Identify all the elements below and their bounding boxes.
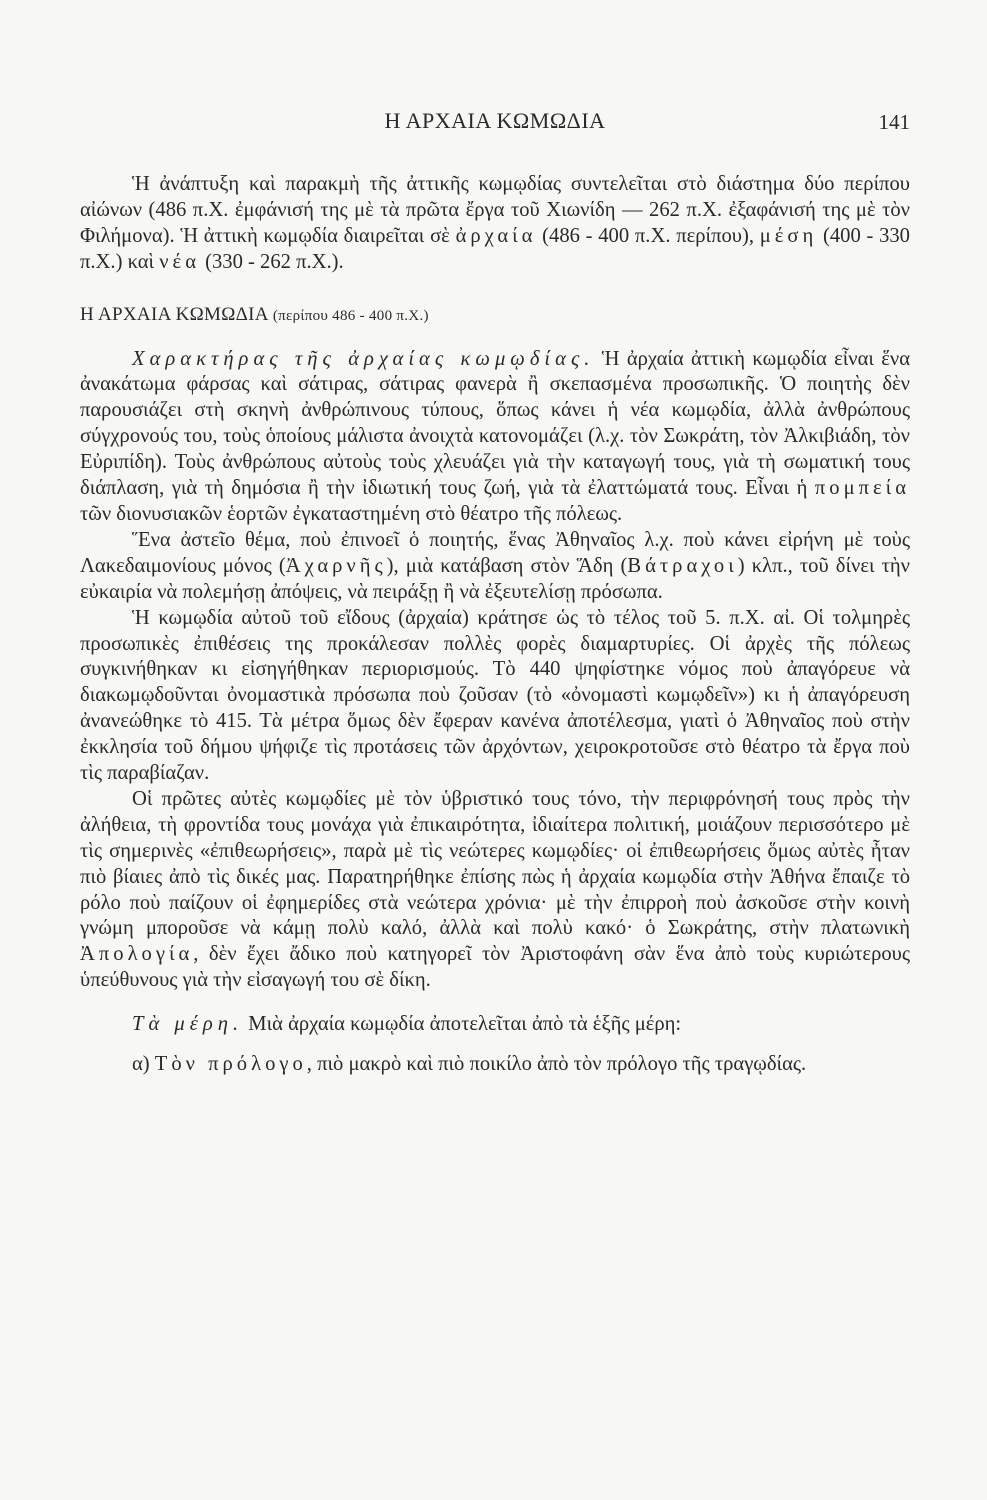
emphasis-prologue: Τὸν πρόλογο bbox=[154, 1053, 307, 1076]
emphasis-mesi: μέση bbox=[759, 224, 818, 247]
running-title: Η ΑΡΧΑΙΑ ΚΩΜΩΔΙΑ bbox=[384, 108, 606, 133]
text-body bbox=[80, 172, 910, 1078]
parts-paragraph: Τὰ μέρη. Μιὰ ἀρχαία κωμῳδία ἀποτελεῖται ἀπὸ τὰ ἑξῆς μέρη: bbox=[132, 1013, 682, 1036]
running-head bbox=[80, 108, 910, 142]
section-subtitle: (περίπου 486 - 400 π.Χ.) bbox=[272, 307, 429, 324]
character-paragraph: Χαρακτήρας τῆς ἀρχαίας κωμῳδίας. Ἡ ἀρχαία ἀττικὴ κωμῳδία εἶναι ἕνα ἀνακάτωμα φάρσας καὶ σάτιρας, σάτιρας φανερὰ ἢ σκεπασμένα προσωπικῆς. Ὁ ποιητὴς δὲν παρουσιάζει στὴ σκηνὴ ἀνθρώπινους τύπους, ὅπως κάνει ἡ νέα κωμῳδία, ἀλλὰ ἀνθρώπους σύγχρονούς του, τοὺς ὁποίους μάλιστα ἀνοιχτὰ κατονομάζει (λ.χ. τὸν Σωκράτη, τὸν Ἀλκιβιάδη, τὸν Εὐριπίδη). Τοὺς ἀνθρώπους αὐτοὺς τοὺς χλευάζει γιὰ τὴν καταγωγή τους, γιὰ τὴ σωματική τους διάπλαση, γιὰ τὴ δημόσια ἢ τὴν ἰδιωτική τους ζωή, γιὰ τὰ ἐλαττώματά τους. Εἶναι ἡ πομπεία τῶν διονυσιακῶν ἑορτῶν ἐγκαταστημένη στὸ θέατρο τῆς πόλεως. bbox=[80, 347, 910, 525]
comparison-paragraph: Οἱ πρῶτες αὐτὲς κωμῳδίες μὲ τὸν ὑβριστικό τους τόνο, τὴν περιφρόνησή τους πρὸς τὴν ἀλήθεια, τὴ φροντίδα τους μονάχα γιὰ ἐπικαιρότητα, ἰδιαίτερα πολιτική, μοιάζουν περισσότερο μὲ τὶς σημερινὲς «ἐπιθεωρήσεις», παρὰ μὲ τὶς νεώτερες κωμῳδίες· οἱ ἐπιθεωρήσεις ὅμως αὐτὲς ἦταν πιὸ βίαιες ἀπὸ τὶς δικές μας. Παρατηρήθηκε ἐπίσης πὼς ἡ ἀρχαία κωμῳδία στὴν Ἀθήνα ἔπαιζε τὸ ρόλο ποὺ παίζουν οἱ ἐφημερίδες στὰ νεώτερα χρόνια· μὲ τὴν ἐπιρροὴ ποὺ ἀσκοῦσε στὴν κοινὴ γνώμη μποροῦσε νὰ κάμῃ πολὺ καλό, ἀλλὰ καὶ πολὺ κακό· ὁ Σωκράτης, στὴν πλατωνικὴ Ἀπολογία, δὲν ἔχει ἄδικο ποὺ κατηγορεῖ τὸν Ἀριστοφάνη σὰν ἕνα ἀπὸ τοὺς κυριώτερους ὑπεύθυνους γιὰ τὴν εἰσαγωγή του σὲ δίκη. bbox=[80, 787, 910, 992]
play-title-frogs: Βάτραχοι bbox=[627, 554, 738, 577]
page-number: 141 bbox=[878, 110, 910, 134]
subsection-title-character: Χαρακτήρας τῆς ἀρχαίας κωμῳδίας. bbox=[132, 347, 595, 370]
section-heading: Η ΑΡΧΑΙΑ ΚΩΜΩΔΙΑ (περίπου 486 - 400 π.Χ.) bbox=[80, 303, 429, 325]
history-paragraph: Ἡ κωμῳδία αὐτοῦ τοῦ εἴδους (ἀρχαία) κράτησε ὡς τὸ τέλος τοῦ 5. π.Χ. αἰ. Οἱ τολμηρὲς προσωπικὲς ἐπιθέσεις της προκάλεσαν πολλὲς φορὲς διαμαρτυρίες. Οἱ ἀρχὲς τῆς πόλεως συγκινήθηκαν κι εἰσηγήθηκαν περιορισμούς. Τὸ 440 ψηφίστηκε νόμος ποὺ ἀπαγόρευε νὰ διακωμῳδοῦνται ὀνομαστικὰ πρόσωπα ποὺ ζοῦσαν (τὸ «ὀνομαστὶ κωμῳδεῖν») κι ἡ ἀπαγόρευση ἀνανεώθηκε τὸ 415. Τὰ μέτρα ὅμως δὲν ἔφεραν κανένα ἀποτέλεσμα, γιατὶ ὁ Ἀθηναῖος ποὺ στὴν ἐκκλησία τοῦ δήμου ψήφιζε τὶς προτάσεις τῶν ἀρχόντων, χειροκροτοῦσε στὸ θέατρο τὰ ἔργα ποὺ τὶς παραβίαζαν. bbox=[80, 606, 910, 785]
emphasis-nea: νέα bbox=[159, 250, 200, 273]
work-title-apology: Ἀπολογία bbox=[80, 943, 194, 966]
play-title-acharnians: Ἀχαρνῆς bbox=[285, 554, 387, 577]
subsection-title-parts: Τὰ μέρη. bbox=[132, 1013, 244, 1036]
theme-paragraph: Ἕνα ἀστεῖο θέμα, ποὺ ἐπινοεῖ ὁ ποιητής, ἕνας Ἀθηναῖος λ.χ. ποὺ κάνει εἰρήνη μὲ τοὺς Λακεδαιμονίους μόνος (Ἀχαρνῆς), μιὰ κατάβαση στὸν Ἅδη (Βάτραχοι) κλπ., τοῦ δίνει τὴν εὐκαιρία νὰ πολεμήσῃ ἀπόψεις, νὰ πειράξῃ ἢ νὰ ἐξευτελίσῃ πρόσωπα. bbox=[80, 528, 910, 603]
emphasis-archaia: ἀρχαία bbox=[455, 224, 537, 247]
emphasis-pompeia: πομπεία bbox=[814, 477, 910, 500]
intro-paragraph: Ἡ ἀνάπτυξη καὶ παρακμὴ τῆς ἀττικῆς κωμῳδίας συντελεῖται στὸ διάστημα δύο περίπου αἰώνων (486 π.Χ. ἐμφάνισή της μὲ τὰ πρῶτα ἔργα τοῦ Χιωνίδη — 262 π.Χ. ἐξαφάνισή της μὲ τὸν Φιλήμονα). Ἡ ἀττικὴ κωμῳδία διαιρεῖται σὲ ἀρχαία (486 - 400 π.Χ. περίπου), μέση (400 - 330 π.Χ.) καὶ νέα (330 - 262 π.Χ.). bbox=[80, 173, 910, 273]
prologue-item: α) Τὸν πρόλογο, πιὸ μακρὸ καὶ πιὸ ποικίλο ἀπὸ τὸν πρόλογο τῆς τραγῳδίας. bbox=[132, 1053, 807, 1076]
